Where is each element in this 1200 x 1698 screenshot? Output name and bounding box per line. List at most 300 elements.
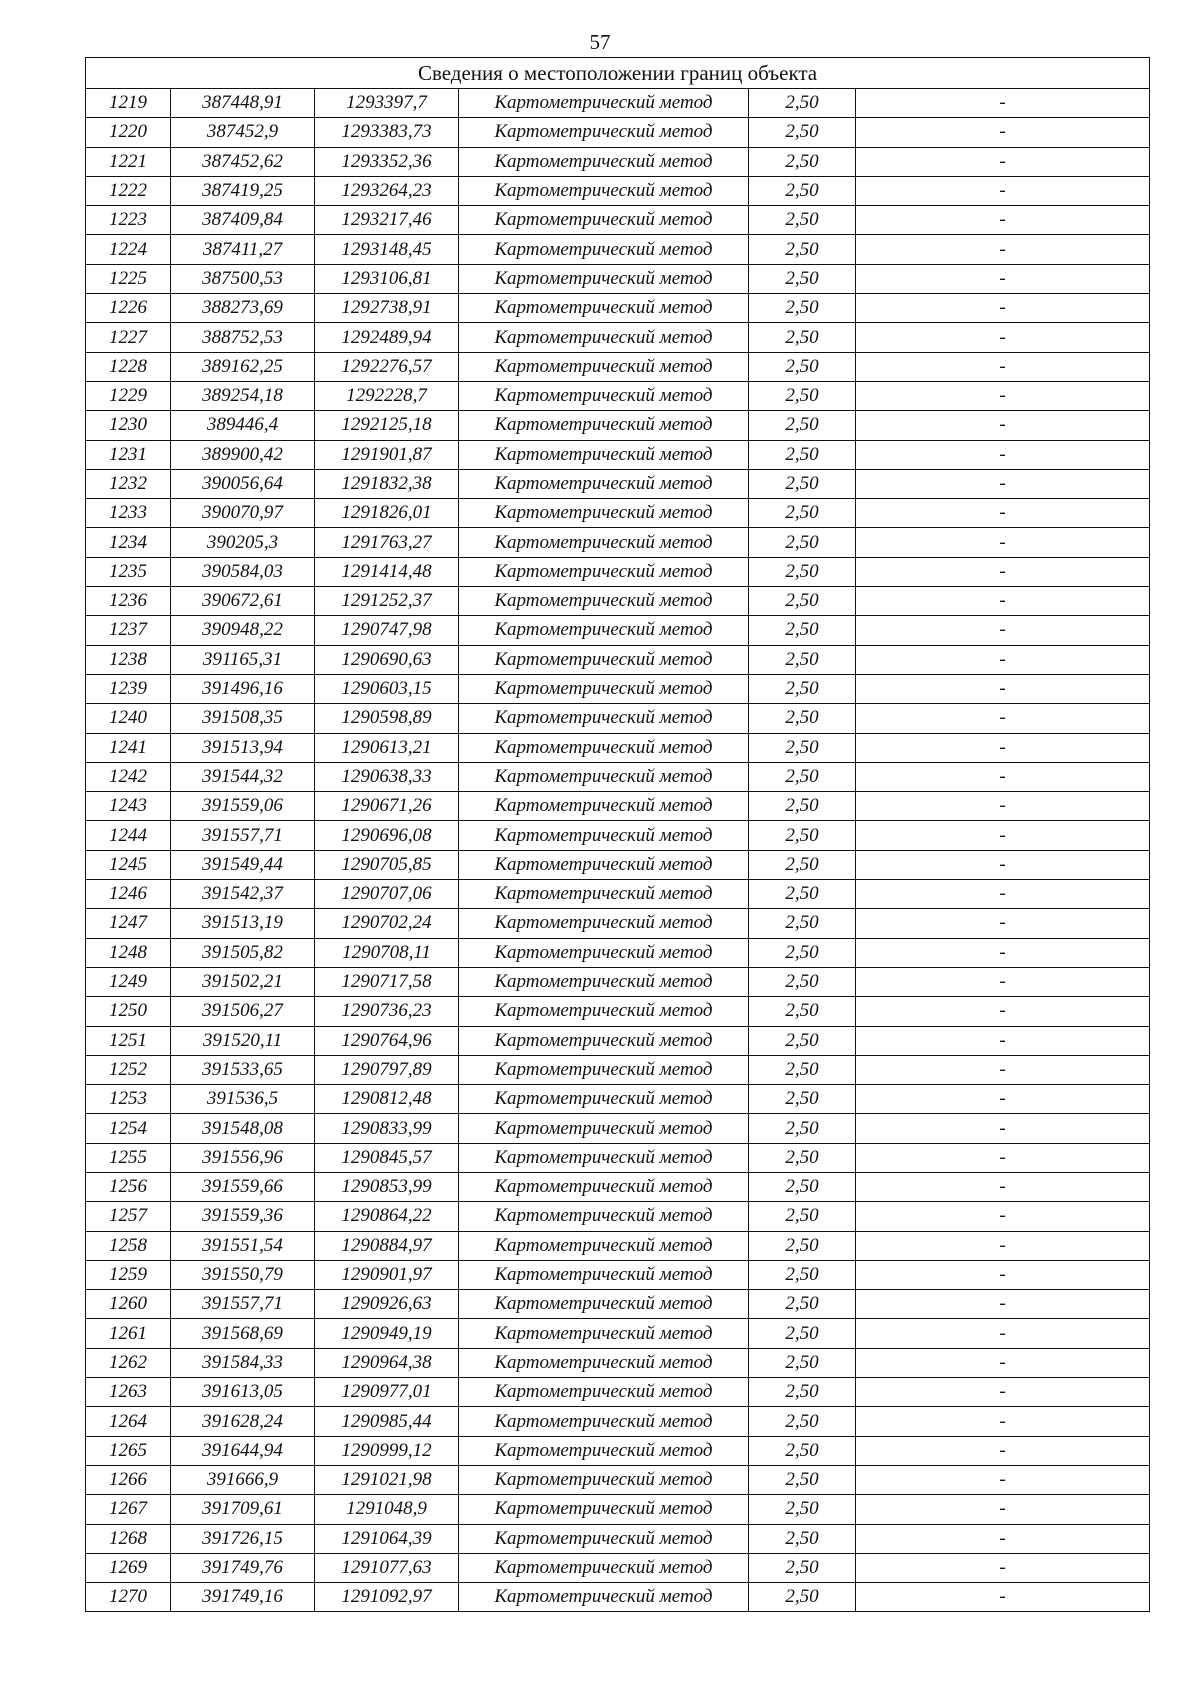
x-coordinate-cell: 389900,42 bbox=[171, 440, 315, 469]
method-cell: Картометрический метод bbox=[459, 147, 749, 176]
accuracy-cell: 2,50 bbox=[749, 528, 856, 557]
y-coordinate-cell: 1290901,97 bbox=[315, 1260, 459, 1289]
point-number-cell: 1257 bbox=[86, 1202, 171, 1231]
point-number-cell: 1228 bbox=[86, 352, 171, 381]
y-coordinate-cell: 1290764,96 bbox=[315, 1026, 459, 1055]
method-cell: Картометрический метод bbox=[459, 381, 749, 410]
method-cell: Картометрический метод bbox=[459, 733, 749, 762]
x-coordinate-cell: 391556,96 bbox=[171, 1143, 315, 1172]
y-coordinate-cell: 1290702,24 bbox=[315, 909, 459, 938]
x-coordinate-cell: 391749,76 bbox=[171, 1553, 315, 1582]
accuracy-cell: 2,50 bbox=[749, 1348, 856, 1377]
x-coordinate-cell: 387419,25 bbox=[171, 176, 315, 205]
accuracy-cell: 2,50 bbox=[749, 294, 856, 323]
y-coordinate-cell: 1291021,98 bbox=[315, 1465, 459, 1494]
y-coordinate-cell: 1291414,48 bbox=[315, 557, 459, 586]
table-title-row bbox=[86, 58, 1150, 89]
description-cell: - bbox=[856, 909, 1150, 938]
x-coordinate-cell: 391559,36 bbox=[171, 1202, 315, 1231]
method-cell: Картометрический метод bbox=[459, 967, 749, 996]
point-number-cell: 1221 bbox=[86, 147, 171, 176]
point-number-cell: 1264 bbox=[86, 1407, 171, 1436]
table-row bbox=[86, 821, 1150, 850]
x-coordinate-cell: 391709,61 bbox=[171, 1495, 315, 1524]
method-cell: Картометрический метод bbox=[459, 1260, 749, 1289]
method-cell: Картометрический метод bbox=[459, 118, 749, 147]
table-row bbox=[86, 323, 1150, 352]
method-cell: Картометрический метод bbox=[459, 176, 749, 205]
description-cell: - bbox=[856, 792, 1150, 821]
x-coordinate-cell: 391520,11 bbox=[171, 1026, 315, 1055]
table-row bbox=[86, 411, 1150, 440]
x-coordinate-cell: 387448,91 bbox=[171, 89, 315, 118]
point-number-cell: 1247 bbox=[86, 909, 171, 938]
accuracy-cell: 2,50 bbox=[749, 967, 856, 996]
description-cell: - bbox=[856, 440, 1150, 469]
y-coordinate-cell: 1290671,26 bbox=[315, 792, 459, 821]
table-row bbox=[86, 235, 1150, 264]
description-cell: - bbox=[856, 118, 1150, 147]
point-number-cell: 1249 bbox=[86, 967, 171, 996]
description-cell: - bbox=[856, 557, 1150, 586]
x-coordinate-cell: 391559,66 bbox=[171, 1172, 315, 1201]
accuracy-cell: 2,50 bbox=[749, 850, 856, 879]
table-row bbox=[86, 264, 1150, 293]
y-coordinate-cell: 1290949,19 bbox=[315, 1319, 459, 1348]
x-coordinate-cell: 391548,08 bbox=[171, 1114, 315, 1143]
table-row bbox=[86, 909, 1150, 938]
x-coordinate-cell: 391505,82 bbox=[171, 938, 315, 967]
description-cell: - bbox=[856, 616, 1150, 645]
accuracy-cell: 2,50 bbox=[749, 1524, 856, 1553]
accuracy-cell: 2,50 bbox=[749, 352, 856, 381]
point-number-cell: 1233 bbox=[86, 499, 171, 528]
method-cell: Картометрический метод bbox=[459, 616, 749, 645]
x-coordinate-cell: 391557,71 bbox=[171, 1290, 315, 1319]
accuracy-cell: 2,50 bbox=[749, 206, 856, 235]
description-cell: - bbox=[856, 1348, 1150, 1377]
description-cell: - bbox=[856, 1378, 1150, 1407]
table-row bbox=[86, 499, 1150, 528]
y-coordinate-cell: 1290853,99 bbox=[315, 1172, 459, 1201]
method-cell: Картометрический метод bbox=[459, 294, 749, 323]
y-coordinate-cell: 1291832,38 bbox=[315, 469, 459, 498]
point-number-cell: 1240 bbox=[86, 704, 171, 733]
y-coordinate-cell: 1290613,21 bbox=[315, 733, 459, 762]
accuracy-cell: 2,50 bbox=[749, 1436, 856, 1465]
x-coordinate-cell: 387411,27 bbox=[171, 235, 315, 264]
method-cell: Картометрический метод bbox=[459, 1524, 749, 1553]
description-cell: - bbox=[856, 469, 1150, 498]
description-cell: - bbox=[856, 1202, 1150, 1231]
point-number-cell: 1260 bbox=[86, 1290, 171, 1319]
table-row bbox=[86, 967, 1150, 996]
description-cell: - bbox=[856, 1026, 1150, 1055]
description-cell: - bbox=[856, 997, 1150, 1026]
y-coordinate-cell: 1290603,15 bbox=[315, 674, 459, 703]
y-coordinate-cell: 1293383,73 bbox=[315, 118, 459, 147]
table-row bbox=[86, 440, 1150, 469]
y-coordinate-cell: 1290747,98 bbox=[315, 616, 459, 645]
x-coordinate-cell: 387452,9 bbox=[171, 118, 315, 147]
x-coordinate-cell: 390584,03 bbox=[171, 557, 315, 586]
accuracy-cell: 2,50 bbox=[749, 1553, 856, 1582]
description-cell: - bbox=[856, 1231, 1150, 1260]
point-number-cell: 1223 bbox=[86, 206, 171, 235]
description-cell: - bbox=[856, 323, 1150, 352]
method-cell: Картометрический метод bbox=[459, 1290, 749, 1319]
point-number-cell: 1222 bbox=[86, 176, 171, 205]
accuracy-cell: 2,50 bbox=[749, 616, 856, 645]
method-cell: Картометрический метод bbox=[459, 821, 749, 850]
table-row bbox=[86, 1583, 1150, 1612]
y-coordinate-cell: 1290926,63 bbox=[315, 1290, 459, 1319]
accuracy-cell: 2,50 bbox=[749, 821, 856, 850]
x-coordinate-cell: 389254,18 bbox=[171, 381, 315, 410]
table-row bbox=[86, 469, 1150, 498]
table-row bbox=[86, 1290, 1150, 1319]
description-cell: - bbox=[856, 294, 1150, 323]
x-coordinate-cell: 390948,22 bbox=[171, 616, 315, 645]
x-coordinate-cell: 391502,21 bbox=[171, 967, 315, 996]
boundary-table-container bbox=[85, 57, 1150, 1612]
point-number-cell: 1254 bbox=[86, 1114, 171, 1143]
description-cell: - bbox=[856, 880, 1150, 909]
point-number-cell: 1255 bbox=[86, 1143, 171, 1172]
description-cell: - bbox=[856, 411, 1150, 440]
point-number-cell: 1261 bbox=[86, 1319, 171, 1348]
y-coordinate-cell: 1292125,18 bbox=[315, 411, 459, 440]
table-row bbox=[86, 880, 1150, 909]
accuracy-cell: 2,50 bbox=[749, 118, 856, 147]
y-coordinate-cell: 1292489,94 bbox=[315, 323, 459, 352]
point-number-cell: 1219 bbox=[86, 89, 171, 118]
accuracy-cell: 2,50 bbox=[749, 1231, 856, 1260]
accuracy-cell: 2,50 bbox=[749, 645, 856, 674]
method-cell: Картометрический метод bbox=[459, 674, 749, 703]
x-coordinate-cell: 391513,19 bbox=[171, 909, 315, 938]
table-row bbox=[86, 118, 1150, 147]
table-title: Сведения о местоположении границ объекта bbox=[86, 58, 1150, 89]
y-coordinate-cell: 1291064,39 bbox=[315, 1524, 459, 1553]
description-cell: - bbox=[856, 1114, 1150, 1143]
y-coordinate-cell: 1290964,38 bbox=[315, 1348, 459, 1377]
description-cell: - bbox=[856, 1436, 1150, 1465]
description-cell: - bbox=[856, 762, 1150, 791]
point-number-cell: 1252 bbox=[86, 1055, 171, 1084]
y-coordinate-cell: 1290884,97 bbox=[315, 1231, 459, 1260]
accuracy-cell: 2,50 bbox=[749, 1290, 856, 1319]
table-row bbox=[86, 1348, 1150, 1377]
accuracy-cell: 2,50 bbox=[749, 880, 856, 909]
x-coordinate-cell: 391550,79 bbox=[171, 1260, 315, 1289]
y-coordinate-cell: 1290598,89 bbox=[315, 704, 459, 733]
point-number-cell: 1226 bbox=[86, 294, 171, 323]
method-cell: Картометрический метод bbox=[459, 909, 749, 938]
accuracy-cell: 2,50 bbox=[749, 176, 856, 205]
point-number-cell: 1229 bbox=[86, 381, 171, 410]
method-cell: Картометрический метод bbox=[459, 792, 749, 821]
point-number-cell: 1235 bbox=[86, 557, 171, 586]
table-row bbox=[86, 674, 1150, 703]
x-coordinate-cell: 391506,27 bbox=[171, 997, 315, 1026]
accuracy-cell: 2,50 bbox=[749, 499, 856, 528]
y-coordinate-cell: 1291901,87 bbox=[315, 440, 459, 469]
point-number-cell: 1253 bbox=[86, 1085, 171, 1114]
accuracy-cell: 2,50 bbox=[749, 440, 856, 469]
accuracy-cell: 2,50 bbox=[749, 147, 856, 176]
y-coordinate-cell: 1290638,33 bbox=[315, 762, 459, 791]
accuracy-cell: 2,50 bbox=[749, 411, 856, 440]
accuracy-cell: 2,50 bbox=[749, 1202, 856, 1231]
method-cell: Картометрический метод bbox=[459, 1436, 749, 1465]
description-cell: - bbox=[856, 89, 1150, 118]
accuracy-cell: 2,50 bbox=[749, 1055, 856, 1084]
method-cell: Картометрический метод bbox=[459, 352, 749, 381]
accuracy-cell: 2,50 bbox=[749, 938, 856, 967]
accuracy-cell: 2,50 bbox=[749, 704, 856, 733]
y-coordinate-cell: 1290707,06 bbox=[315, 880, 459, 909]
accuracy-cell: 2,50 bbox=[749, 1407, 856, 1436]
accuracy-cell: 2,50 bbox=[749, 674, 856, 703]
y-coordinate-cell: 1290833,99 bbox=[315, 1114, 459, 1143]
accuracy-cell: 2,50 bbox=[749, 1583, 856, 1612]
method-cell: Картометрический метод bbox=[459, 704, 749, 733]
accuracy-cell: 2,50 bbox=[749, 997, 856, 1026]
description-cell: - bbox=[856, 967, 1150, 996]
table-row bbox=[86, 1055, 1150, 1084]
x-coordinate-cell: 391613,05 bbox=[171, 1378, 315, 1407]
y-coordinate-cell: 1291048,9 bbox=[315, 1495, 459, 1524]
description-cell: - bbox=[856, 850, 1150, 879]
method-cell: Картометрический метод bbox=[459, 411, 749, 440]
y-coordinate-cell: 1292276,57 bbox=[315, 352, 459, 381]
x-coordinate-cell: 390672,61 bbox=[171, 587, 315, 616]
point-number-cell: 1243 bbox=[86, 792, 171, 821]
point-number-cell: 1236 bbox=[86, 587, 171, 616]
x-coordinate-cell: 387409,84 bbox=[171, 206, 315, 235]
point-number-cell: 1241 bbox=[86, 733, 171, 762]
table-row bbox=[86, 1231, 1150, 1260]
y-coordinate-cell: 1290864,22 bbox=[315, 1202, 459, 1231]
accuracy-cell: 2,50 bbox=[749, 1085, 856, 1114]
page-number: 57 bbox=[589, 30, 611, 54]
x-coordinate-cell: 388273,69 bbox=[171, 294, 315, 323]
description-cell: - bbox=[856, 1055, 1150, 1084]
y-coordinate-cell: 1293352,36 bbox=[315, 147, 459, 176]
table-row bbox=[86, 1436, 1150, 1465]
description-cell: - bbox=[856, 938, 1150, 967]
point-number-cell: 1239 bbox=[86, 674, 171, 703]
accuracy-cell: 2,50 bbox=[749, 1465, 856, 1494]
y-coordinate-cell: 1290999,12 bbox=[315, 1436, 459, 1465]
point-number-cell: 1231 bbox=[86, 440, 171, 469]
y-coordinate-cell: 1291763,27 bbox=[315, 528, 459, 557]
table-row bbox=[86, 645, 1150, 674]
table-row bbox=[86, 1319, 1150, 1348]
description-cell: - bbox=[856, 733, 1150, 762]
table-row bbox=[86, 1172, 1150, 1201]
method-cell: Картометрический метод bbox=[459, 1319, 749, 1348]
table-row bbox=[86, 762, 1150, 791]
x-coordinate-cell: 391508,35 bbox=[171, 704, 315, 733]
description-cell: - bbox=[856, 206, 1150, 235]
x-coordinate-cell: 391496,16 bbox=[171, 674, 315, 703]
accuracy-cell: 2,50 bbox=[749, 909, 856, 938]
point-number-cell: 1238 bbox=[86, 645, 171, 674]
table-row bbox=[86, 850, 1150, 879]
table-row bbox=[86, 557, 1150, 586]
method-cell: Картометрический метод bbox=[459, 1085, 749, 1114]
accuracy-cell: 2,50 bbox=[749, 264, 856, 293]
point-number-cell: 1270 bbox=[86, 1583, 171, 1612]
point-number-cell: 1230 bbox=[86, 411, 171, 440]
table-row bbox=[86, 1143, 1150, 1172]
point-number-cell: 1269 bbox=[86, 1553, 171, 1582]
x-coordinate-cell: 391726,15 bbox=[171, 1524, 315, 1553]
table-row bbox=[86, 997, 1150, 1026]
accuracy-cell: 2,50 bbox=[749, 235, 856, 264]
method-cell: Картометрический метод bbox=[459, 264, 749, 293]
method-cell: Картометрический метод bbox=[459, 1143, 749, 1172]
method-cell: Картометрический метод bbox=[459, 1553, 749, 1582]
description-cell: - bbox=[856, 352, 1150, 381]
table-row bbox=[86, 89, 1150, 118]
accuracy-cell: 2,50 bbox=[749, 1026, 856, 1055]
method-cell: Картометрический метод bbox=[459, 880, 749, 909]
y-coordinate-cell: 1291252,37 bbox=[315, 587, 459, 616]
x-coordinate-cell: 391568,69 bbox=[171, 1319, 315, 1348]
accuracy-cell: 2,50 bbox=[749, 587, 856, 616]
y-coordinate-cell: 1293106,81 bbox=[315, 264, 459, 293]
description-cell: - bbox=[856, 1465, 1150, 1494]
table-row bbox=[86, 294, 1150, 323]
point-number-cell: 1256 bbox=[86, 1172, 171, 1201]
point-number-cell: 1263 bbox=[86, 1378, 171, 1407]
y-coordinate-cell: 1290690,63 bbox=[315, 645, 459, 674]
table-row bbox=[86, 792, 1150, 821]
accuracy-cell: 2,50 bbox=[749, 89, 856, 118]
description-cell: - bbox=[856, 499, 1150, 528]
x-coordinate-cell: 391666,9 bbox=[171, 1465, 315, 1494]
method-cell: Картометрический метод bbox=[459, 1465, 749, 1494]
y-coordinate-cell: 1290705,85 bbox=[315, 850, 459, 879]
description-cell: - bbox=[856, 1407, 1150, 1436]
table-row bbox=[86, 1407, 1150, 1436]
x-coordinate-cell: 391628,24 bbox=[171, 1407, 315, 1436]
point-number-cell: 1268 bbox=[86, 1524, 171, 1553]
table-row bbox=[86, 381, 1150, 410]
point-number-cell: 1234 bbox=[86, 528, 171, 557]
x-coordinate-cell: 391644,94 bbox=[171, 1436, 315, 1465]
point-number-cell: 1250 bbox=[86, 997, 171, 1026]
method-cell: Картометрический метод bbox=[459, 1583, 749, 1612]
x-coordinate-cell: 391584,33 bbox=[171, 1348, 315, 1377]
y-coordinate-cell: 1292738,91 bbox=[315, 294, 459, 323]
table-row bbox=[86, 938, 1150, 967]
y-coordinate-cell: 1290985,44 bbox=[315, 1407, 459, 1436]
method-cell: Картометрический метод bbox=[459, 1202, 749, 1231]
table-row bbox=[86, 206, 1150, 235]
point-number-cell: 1259 bbox=[86, 1260, 171, 1289]
point-number-cell: 1225 bbox=[86, 264, 171, 293]
table-row bbox=[86, 1026, 1150, 1055]
method-cell: Картометрический метод bbox=[459, 762, 749, 791]
description-cell: - bbox=[856, 645, 1150, 674]
point-number-cell: 1258 bbox=[86, 1231, 171, 1260]
description-cell: - bbox=[856, 821, 1150, 850]
method-cell: Картометрический метод bbox=[459, 89, 749, 118]
table-row bbox=[86, 147, 1150, 176]
method-cell: Картометрический метод bbox=[459, 235, 749, 264]
method-cell: Картометрический метод bbox=[459, 528, 749, 557]
y-coordinate-cell: 1290736,23 bbox=[315, 997, 459, 1026]
point-number-cell: 1242 bbox=[86, 762, 171, 791]
table-row bbox=[86, 733, 1150, 762]
x-coordinate-cell: 391165,31 bbox=[171, 645, 315, 674]
description-cell: - bbox=[856, 381, 1150, 410]
method-cell: Картометрический метод bbox=[459, 1114, 749, 1143]
description-cell: - bbox=[856, 147, 1150, 176]
accuracy-cell: 2,50 bbox=[749, 381, 856, 410]
y-coordinate-cell: 1290845,57 bbox=[315, 1143, 459, 1172]
y-coordinate-cell: 1290977,01 bbox=[315, 1378, 459, 1407]
x-coordinate-cell: 387452,62 bbox=[171, 147, 315, 176]
x-coordinate-cell: 391559,06 bbox=[171, 792, 315, 821]
table-row bbox=[86, 1114, 1150, 1143]
y-coordinate-cell: 1291077,63 bbox=[315, 1553, 459, 1582]
x-coordinate-cell: 389446,4 bbox=[171, 411, 315, 440]
description-cell: - bbox=[856, 1172, 1150, 1201]
description-cell: - bbox=[856, 1553, 1150, 1582]
y-coordinate-cell: 1290696,08 bbox=[315, 821, 459, 850]
description-cell: - bbox=[856, 1319, 1150, 1348]
x-coordinate-cell: 391549,44 bbox=[171, 850, 315, 879]
point-number-cell: 1267 bbox=[86, 1495, 171, 1524]
method-cell: Картометрический метод bbox=[459, 1172, 749, 1201]
point-number-cell: 1224 bbox=[86, 235, 171, 264]
method-cell: Картометрический метод bbox=[459, 469, 749, 498]
y-coordinate-cell: 1290717,58 bbox=[315, 967, 459, 996]
point-number-cell: 1220 bbox=[86, 118, 171, 147]
accuracy-cell: 2,50 bbox=[749, 1319, 856, 1348]
table-row bbox=[86, 1495, 1150, 1524]
x-coordinate-cell: 391533,65 bbox=[171, 1055, 315, 1084]
method-cell: Картометрический метод bbox=[459, 645, 749, 674]
x-coordinate-cell: 391749,16 bbox=[171, 1583, 315, 1612]
table-row bbox=[86, 616, 1150, 645]
table-row bbox=[86, 1465, 1150, 1494]
accuracy-cell: 2,50 bbox=[749, 1143, 856, 1172]
description-cell: - bbox=[856, 1524, 1150, 1553]
y-coordinate-cell: 1290797,89 bbox=[315, 1055, 459, 1084]
table-row bbox=[86, 1378, 1150, 1407]
y-coordinate-cell: 1293217,46 bbox=[315, 206, 459, 235]
accuracy-cell: 2,50 bbox=[749, 792, 856, 821]
method-cell: Картометрический метод bbox=[459, 440, 749, 469]
method-cell: Картометрический метод bbox=[459, 1378, 749, 1407]
point-number-cell: 1245 bbox=[86, 850, 171, 879]
method-cell: Картометрический метод bbox=[459, 1348, 749, 1377]
description-cell: - bbox=[856, 176, 1150, 205]
method-cell: Картометрический метод bbox=[459, 850, 749, 879]
accuracy-cell: 2,50 bbox=[749, 1260, 856, 1289]
x-coordinate-cell: 388752,53 bbox=[171, 323, 315, 352]
x-coordinate-cell: 390205,3 bbox=[171, 528, 315, 557]
point-number-cell: 1227 bbox=[86, 323, 171, 352]
y-coordinate-cell: 1290812,48 bbox=[315, 1085, 459, 1114]
table-row bbox=[86, 1202, 1150, 1231]
